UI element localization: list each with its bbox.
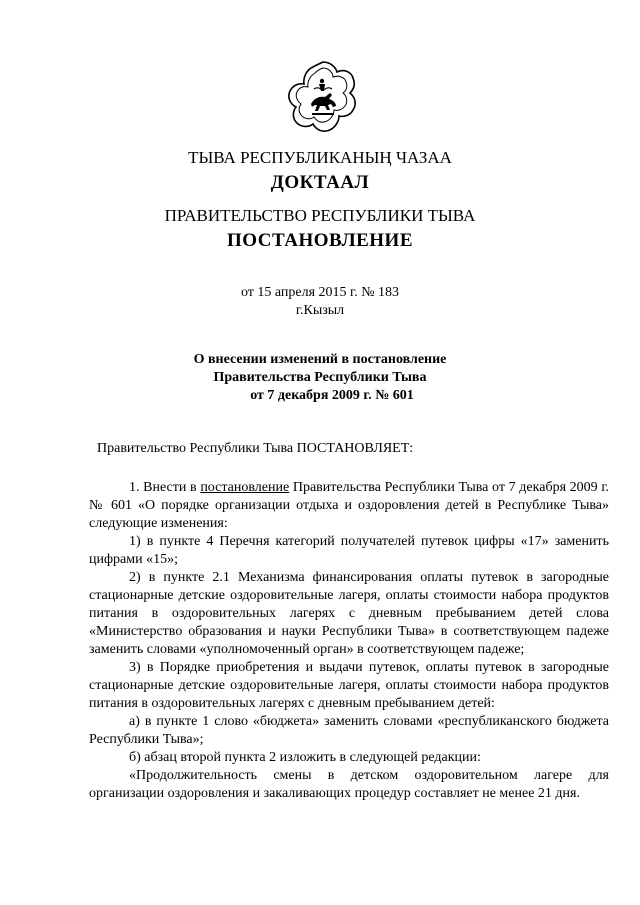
ru-org-name: ПРАВИТЕЛЬСТВО РЕСПУБЛИКИ ТЫВА (164, 206, 476, 225)
doc-title-line-3: от 7 декабря 2009 г. № 601 (250, 388, 414, 403)
enacting-clause: Правительство Республики Тыва ПОСТАНОВЛЯЕТ: (97, 441, 414, 456)
tuva-emblem-icon (284, 58, 362, 136)
paragraph-item-2: 2) в пункте 2.1 Механизма финансирования оплаты путевок в загородные стационарные детские оздоровительные лагеря, оплаты стоимости набора продуктов питания в оздоровительных лагерях с дневным пребыванием детей слова «Министерство образования и науки Республики Тыва» в соответствующем падеже заменить словами «уполномоченный орган» в соответствующем падеже; (89, 570, 609, 657)
paragraph-1-text-end: Правительства Республики Тыва от 7 декабря 2009 г. № 601 «О порядке организации отдыха и оздоровления детей в Республике Тыва» следующие изменения: (89, 480, 609, 531)
document-date-number: от 15 апреля 2015 г. № 183 (240, 285, 400, 300)
paragraph-subitem-b: б) абзац второй пункта 2 изложить в следующей редакции: (129, 750, 481, 765)
paragraph-item-3: 3) в Порядке приобретения и выдачи путевок, оплаты путевок в загородные стационарные детские оздоровительные лагеря, оплаты стоимости набора продуктов питания в оздоровительных лагерях с дневным пребыванием детей: (89, 660, 609, 711)
document-body (89, 440, 609, 803)
resolution-link[interactable]: постановление (200, 480, 290, 495)
paragraph-quote: «Продолжительность смены в детском оздоровительном лагере для организации оздоровления и закаливающих процедур составляет не менее 21 дня. (89, 768, 609, 801)
tyva-doc-type: ДОКТААЛ (270, 172, 370, 193)
tyva-org-name: ТЫВА РЕСПУБЛИКАНЫҢ ЧАЗАА (188, 148, 452, 167)
paragraph-subitem-a: а) в пункте 1 слово «бюджета» заменить словами «республиканского бюджета Республики Тыва»; (89, 714, 609, 747)
paragraph-item-1: 1) в пункте 4 Перечня категорий получателей путевок цифры «17» заменить цифрами «15»; (89, 534, 609, 567)
ru-doc-type: ПОСТАНОВЛЕНИЕ (226, 230, 414, 251)
document-city: г.Кызыл (295, 303, 345, 318)
doc-title-line-2: Правительства Республики Тыва (213, 370, 427, 385)
paragraph-1 (89, 479, 609, 533)
doc-title-line-1: О внесении изменений в постановление (193, 352, 447, 367)
paragraph-1-text-start: 1. Внести в (129, 480, 201, 495)
